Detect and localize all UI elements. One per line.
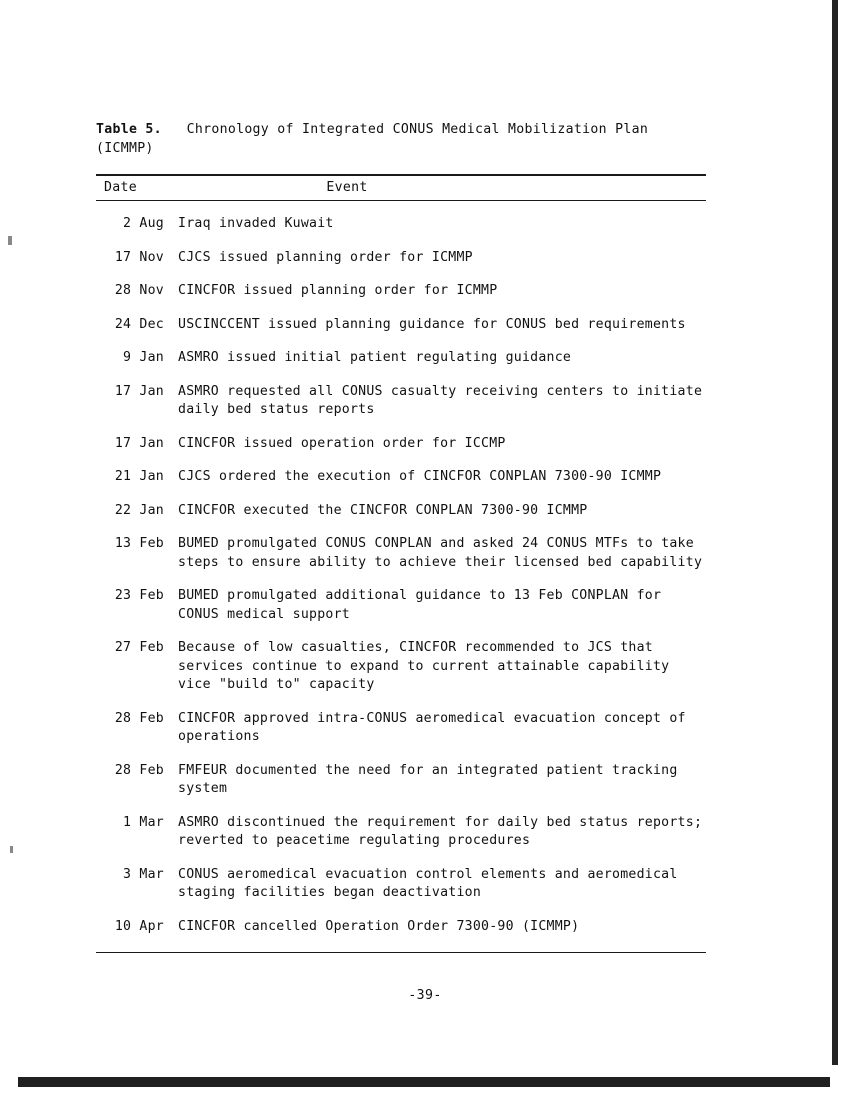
table-row bbox=[96, 502, 706, 521]
cell-event: ASMRO requested all CONUS casualty receiving centers to initiate daily bed status reports bbox=[178, 383, 703, 417]
cell-event: ASMRO discontinued the requirement for daily bed status reports; reverted to peacetime regulating procedures bbox=[178, 814, 703, 848]
column-header-date: Date bbox=[104, 180, 137, 195]
cell-event: CINCFOR issued planning order for ICMMP bbox=[178, 283, 498, 298]
table-row bbox=[96, 535, 706, 572]
table-row bbox=[96, 215, 706, 234]
cell-event: FMFEUR documented the need for an integrated patient tracking system bbox=[178, 762, 678, 796]
table-row bbox=[96, 316, 706, 335]
cell-date: 10 Apr bbox=[114, 918, 164, 934]
cell-event: BUMED promulgated additional guidance to 13 Feb CONPLAN for CONUS medical support bbox=[178, 588, 662, 622]
table-row bbox=[96, 383, 706, 420]
column-header-event: Event bbox=[326, 180, 368, 195]
page-number: -39- bbox=[408, 988, 442, 1003]
table-header-row bbox=[96, 176, 706, 200]
cell-date: 21 Jan bbox=[114, 469, 164, 484]
table-row bbox=[96, 249, 706, 268]
cell-date: 1 Mar bbox=[123, 814, 164, 830]
table-row bbox=[96, 639, 706, 695]
cell-date: 22 Jan bbox=[114, 502, 164, 518]
cell-event: CINCFOR cancelled Operation Order 7300-90 (ICMMP) bbox=[178, 918, 580, 934]
table-caption-text: Chronology of Integrated CONUS Medical Mobilization Plan bbox=[186, 122, 649, 137]
table-row bbox=[96, 282, 706, 301]
table-row bbox=[96, 468, 706, 487]
table-rule-bottom bbox=[96, 952, 706, 953]
cell-date: 23 Feb bbox=[114, 588, 164, 603]
cell-date: 28 Feb bbox=[114, 762, 164, 778]
cell-event: CJCS ordered the execution of CINCFOR CONPLAN 7300-90 ICMMP bbox=[178, 469, 662, 484]
table-row bbox=[96, 435, 706, 454]
cell-date: 3 Mar bbox=[123, 866, 164, 882]
table-body bbox=[96, 201, 706, 952]
cell-event: CINCFOR issued operation order for ICCMP bbox=[178, 435, 506, 451]
cell-event: Because of low casualties, CINCFOR recommended to JCS that services continue to expand to current attainable capability vice "build to" capacity bbox=[178, 640, 670, 692]
page-edge-artifact-bottom bbox=[18, 1077, 830, 1087]
table-row bbox=[96, 349, 706, 368]
cell-date: 2 Aug bbox=[123, 216, 164, 231]
page-edge-artifact-right bbox=[832, 0, 838, 1065]
cell-date: 28 Nov bbox=[114, 283, 164, 298]
cell-date: 13 Feb bbox=[114, 536, 164, 551]
cell-date: 17 Jan bbox=[114, 435, 164, 451]
table-caption-label: Table 5. bbox=[96, 122, 162, 137]
table-caption bbox=[96, 120, 706, 158]
cell-event: CJCS issued planning order for ICMMP bbox=[178, 249, 473, 265]
table-row bbox=[96, 710, 706, 747]
table-caption-text-line2: (ICMMP) bbox=[96, 141, 154, 156]
table-row bbox=[96, 866, 706, 903]
scan-speck bbox=[8, 236, 12, 245]
cell-event: USCINCCENT issued planning guidance for CONUS bed requirements bbox=[178, 316, 686, 332]
cell-date: 28 Feb bbox=[114, 710, 164, 726]
table-row bbox=[96, 918, 706, 937]
table-row bbox=[96, 762, 706, 799]
cell-event: CINCFOR executed the CINCFOR CONPLAN 7300-90 ICMMP bbox=[178, 502, 588, 518]
scan-speck bbox=[10, 846, 13, 853]
cell-date: 9 Jan bbox=[123, 350, 164, 365]
cell-date: 24 Dec bbox=[114, 316, 164, 332]
cell-date: 17 Jan bbox=[114, 383, 164, 399]
cell-date: 27 Feb bbox=[114, 640, 164, 655]
cell-event: CINCFOR approved intra-CONUS aeromedical evacuation concept of operations bbox=[178, 710, 686, 744]
cell-event: Iraq invaded Kuwait bbox=[178, 216, 334, 231]
cell-event: CONUS aeromedical evacuation control elements and aeromedical staging facilities began deactivation bbox=[178, 866, 678, 900]
table-row bbox=[96, 814, 706, 851]
table-row bbox=[96, 587, 706, 624]
cell-date: 17 Nov bbox=[114, 249, 164, 265]
cell-event: BUMED promulgated CONUS CONPLAN and asked 24 CONUS MTFs to take steps to ensure ability to achieve their licensed bed capability bbox=[178, 536, 703, 570]
table-block bbox=[96, 120, 706, 953]
cell-event: ASMRO issued initial patient regulating guidance bbox=[178, 350, 572, 365]
